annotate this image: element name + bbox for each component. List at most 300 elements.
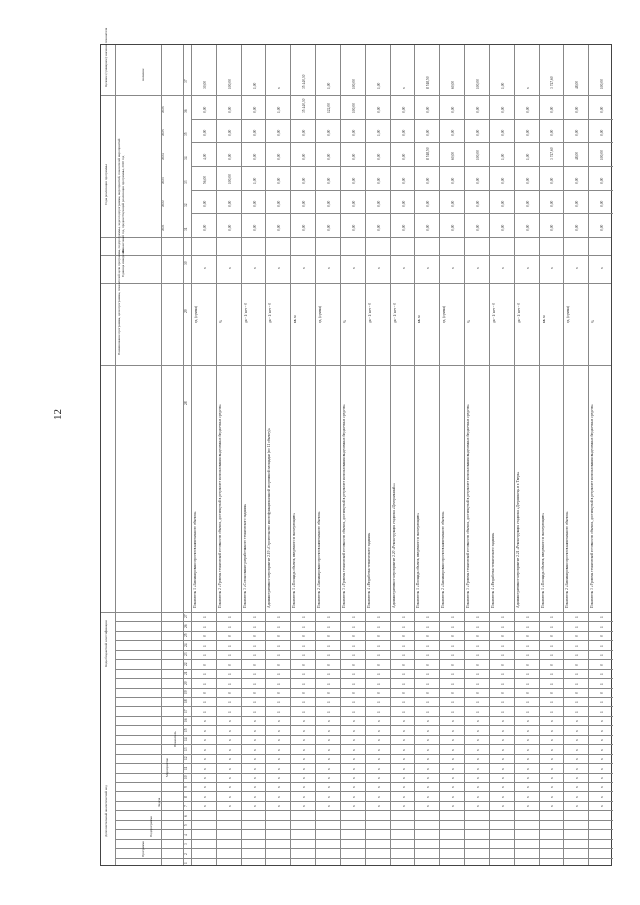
year-value: 0,00 (376, 106, 381, 113)
code-cell: х (351, 758, 356, 761)
code-cell: 1 (327, 701, 332, 704)
column-number: 4 (184, 833, 188, 836)
year-value: 0,00 (600, 106, 605, 113)
code-cell: х (401, 767, 406, 770)
code-cell: х (227, 729, 232, 732)
code-cell: 1 (575, 701, 580, 704)
header-task: Задача (157, 797, 161, 807)
code-cell: 1 (475, 644, 480, 647)
code-cell: 1 (351, 654, 356, 657)
code-cell: х (575, 786, 580, 789)
code-cell: х (376, 786, 381, 789)
code-cell: х (600, 758, 605, 761)
code-cell: х (475, 796, 480, 798)
year-value: 0,00 (351, 201, 356, 208)
year-value: 0,00 (202, 130, 207, 137)
year-value: 0,00 (202, 224, 207, 231)
code-cell: х (475, 739, 480, 742)
year-value: 0,00 (500, 224, 505, 231)
code-cell: 1 (202, 616, 207, 619)
code-cell: 0 (227, 663, 232, 666)
code-cell: 1 (376, 701, 381, 704)
grid-line (489, 45, 490, 865)
code-cell: х (277, 796, 282, 798)
row-final: х (525, 87, 530, 89)
row-fin: х (575, 267, 580, 269)
code-cell: х (252, 786, 257, 789)
row-unit: % (218, 320, 223, 323)
column-number: 16 (184, 718, 188, 723)
code-cell: х (525, 805, 530, 808)
code-cell: х (575, 748, 580, 751)
code-cell: х (277, 767, 282, 770)
code-cell: х (376, 720, 381, 723)
code-cell: 0 (500, 663, 505, 666)
code-cell: х (302, 720, 307, 723)
code-cell: х (252, 739, 257, 742)
code-cell: 1 (327, 654, 332, 657)
code-cell: 1 (376, 616, 381, 619)
grid-line (101, 283, 611, 284)
code-cell: х (376, 777, 381, 779)
code-cell: 1 (202, 654, 207, 657)
code-cell: 0 (376, 663, 381, 666)
code-cell: х (202, 729, 207, 732)
year-value: 0,00 (575, 130, 580, 137)
page-number: 12 (52, 409, 64, 420)
code-cell: х (525, 729, 530, 732)
year-value: 0,00 (252, 201, 257, 208)
year-value: 0,00 (227, 130, 232, 137)
year-value: 0,00 (327, 153, 332, 160)
code-cell: 1 (401, 626, 406, 628)
grid-line (365, 45, 366, 865)
code-cell: 1 (351, 673, 356, 676)
column-number: 33 (184, 180, 188, 184)
year-value: 0,00 (451, 224, 456, 231)
header-unit: Единица измерения (121, 249, 125, 277)
code-cell: 1 (401, 654, 406, 657)
column-number: 2 (184, 852, 188, 855)
code-cell: х (401, 729, 406, 732)
code-cell: х (327, 739, 332, 742)
code-cell: 0 (376, 692, 381, 694)
code-cell: 0 (500, 635, 505, 638)
column-number: 15 (184, 728, 188, 732)
row-unit: кв. м (417, 315, 422, 323)
code-cell: х (426, 767, 431, 770)
row-unit: да - 1/ нет - 0 (243, 303, 248, 323)
row-name: Административное мероприятие 2.20 «Реконструкция стадиона «Центральный»» (391, 483, 396, 608)
code-cell: 1 (351, 711, 356, 713)
year-value: 48,00 (575, 151, 580, 160)
year-label: 2025 (161, 129, 165, 137)
code-cell: 1 (500, 711, 505, 713)
code-cell: х (600, 777, 605, 779)
code-cell: х (302, 805, 307, 808)
row-final: 1,00 (500, 82, 505, 89)
code-cell: 1 (500, 626, 505, 628)
code-cell: 1 (202, 682, 207, 685)
header-activity: Мероприятие (165, 757, 169, 777)
code-cell: х (376, 758, 381, 761)
code-cell: х (525, 777, 530, 779)
code-cell: 0 (202, 692, 207, 694)
row-unit: % (591, 320, 596, 323)
year-label: 2023 (161, 177, 165, 184)
code-cell: 1 (426, 654, 431, 657)
code-cell: 1 (426, 644, 431, 647)
code-cell: 1 (227, 654, 232, 657)
year-value: 4,00 (202, 153, 207, 160)
year-value: 0,00 (302, 130, 307, 137)
code-cell: 1 (475, 654, 480, 657)
code-cell: х (277, 729, 282, 732)
code-cell: х (451, 758, 456, 761)
code-cell: х (451, 796, 456, 798)
year-value: 0,00 (252, 153, 257, 160)
year-value: 8 518,50 (426, 147, 431, 160)
code-cell: х (277, 805, 282, 808)
code-cell: 1 (451, 644, 456, 647)
code-cell: 1 (277, 654, 282, 657)
code-cell: х (525, 748, 530, 751)
code-cell: 0 (451, 635, 456, 638)
column-number: 20 (184, 680, 188, 685)
code-cell: х (302, 767, 307, 770)
code-cell: х (252, 720, 257, 723)
code-cell: х (302, 729, 307, 732)
year-label: 2026 (161, 106, 165, 113)
code-cell: х (401, 720, 406, 723)
code-cell: 0 (575, 663, 580, 666)
code-cell: х (277, 720, 282, 723)
code-cell: 1 (376, 654, 381, 657)
year-label: 2024 (161, 153, 165, 160)
code-cell: х (550, 748, 555, 751)
code-cell: 0 (401, 635, 406, 638)
grid-line (439, 45, 440, 865)
row-fin: х (252, 267, 257, 269)
row-name: Показатель 4 «Разработка технического задания» (366, 532, 371, 608)
code-cell: 1 (302, 644, 307, 647)
code-cell: 1 (202, 626, 207, 628)
code-cell: х (550, 739, 555, 742)
row-final: 60,00 (451, 80, 456, 89)
grid-line (315, 45, 316, 865)
program-table (100, 27, 612, 866)
year-value: 0,00 (525, 201, 530, 208)
code-cell: 0 (277, 635, 282, 638)
row-name: Показатель 2 «Уровень технической готовности объекта, достигнутый в результате использования выделенных бюджетных средств» (217, 404, 222, 608)
header-name: Наименование программы, цели программы, показателей цели программы, подпрограммы, задач подпрограммы, мероприятий, показателей мероприятий (117, 138, 121, 355)
code-cell: 1 (376, 644, 381, 647)
code-cell: 1 (252, 711, 257, 713)
year-value: 0,00 (401, 177, 406, 184)
code-cell: х (426, 758, 431, 761)
code-cell: 1 (277, 673, 282, 676)
code-cell: х (550, 729, 555, 732)
year-value: 0,00 (327, 177, 332, 184)
row-name: Показатель 3 «Уровень технической готовности объекта, достигнутый в результате использования выделенных бюджетных средств» (590, 404, 595, 608)
code-cell: х (475, 805, 480, 808)
code-cell: 0 (426, 692, 431, 694)
row-final: 35 440,30 (302, 74, 307, 89)
code-cell: х (252, 729, 257, 732)
row-unit: кв. м (293, 315, 298, 323)
code-cell: 1 (575, 654, 580, 657)
code-cell: х (202, 786, 207, 789)
year-value: 0,00 (500, 201, 505, 208)
code-cell: 1 (327, 682, 332, 685)
code-cell: 0 (401, 663, 406, 666)
row-final: 100,00 (600, 79, 605, 89)
code-cell: 1 (302, 654, 307, 657)
column-number: 12 (184, 756, 188, 761)
code-cell: х (376, 739, 381, 742)
code-cell: х (227, 767, 232, 770)
row-name: Показатель 2 «Запланировано проектов капитального объекта» (565, 511, 570, 608)
code-cell: 1 (600, 616, 605, 619)
row-fin: х (327, 267, 332, 269)
code-cell: 0 (600, 635, 605, 638)
row-name: Показатель 3 «Уровень технической готовности объекта, достигнутый в результате использования выделенных бюджетных средств» (341, 404, 346, 608)
year-value: 0,00 (600, 224, 605, 231)
code-cell: х (500, 777, 505, 779)
code-cell: х (327, 777, 332, 779)
header-final: Целевое (суммарное) значение показателя (104, 27, 108, 87)
code-cell: 1 (550, 644, 555, 647)
year-value: 1,00 (500, 153, 505, 160)
row-name: Административное мероприятие 2.19 «Строительство многофункциональной спортивной площадки (по 11 объекту)» (267, 427, 272, 608)
code-cell: 1 (277, 701, 282, 704)
column-number: 31 (184, 227, 188, 231)
year-value: 0,00 (376, 201, 381, 208)
code-cell: х (376, 729, 381, 732)
code-cell: х (525, 796, 530, 798)
code-cell: 0 (500, 692, 505, 694)
code-cell: х (575, 796, 580, 798)
row-name: Показатель 3 «Уровень технической готовности объекта, достигнутый в результате использования выделенных бюджетных средств» (466, 404, 471, 608)
code-cell: х (327, 729, 332, 732)
code-cell: х (550, 720, 555, 723)
code-cell: х (600, 739, 605, 742)
code-cell: х (327, 748, 332, 751)
code-cell: 1 (351, 616, 356, 619)
code-cell: х (550, 805, 555, 808)
row-name: Показатель 4 «Разработка технического задания» (490, 532, 495, 608)
code-cell: 1 (376, 626, 381, 628)
year-value: 1,00 (525, 153, 530, 160)
year-value: 0,00 (500, 177, 505, 184)
code-cell: 1 (227, 626, 232, 628)
year-value: 0,00 (475, 106, 480, 113)
code-cell: 0 (252, 692, 257, 694)
code-cell: 1 (351, 644, 356, 647)
grid-line (216, 45, 217, 865)
row-final: х (401, 87, 406, 89)
code-cell: 0 (575, 692, 580, 694)
header-years: Годы реализации программы (104, 164, 108, 205)
code-cell: х (202, 805, 207, 808)
code-cell: х (600, 805, 605, 808)
code-cell: х (426, 720, 431, 723)
row-unit: да - 1/ нет - 0 (268, 303, 273, 323)
row-unit: % (467, 320, 472, 323)
code-cell: х (376, 767, 381, 770)
code-cell: 0 (227, 635, 232, 638)
code-cell: 1 (575, 673, 580, 676)
year-value: 0,00 (302, 224, 307, 231)
code-cell: х (227, 739, 232, 742)
code-cell: 0 (327, 635, 332, 638)
row-unit: кв. м (541, 315, 546, 323)
code-cell: 1 (252, 626, 257, 628)
code-cell: 1 (426, 711, 431, 713)
year-label: 2022 (161, 200, 165, 208)
code-cell: 1 (277, 682, 282, 685)
column-number: 22 (184, 662, 188, 666)
code-cell: 1 (500, 682, 505, 685)
code-cell: х (351, 767, 356, 770)
code-cell: 1 (401, 644, 406, 647)
code-cell: х (327, 758, 332, 761)
code-cell: х (351, 720, 356, 723)
grid-line (390, 45, 391, 865)
code-cell: х (401, 748, 406, 751)
code-cell: 1 (426, 626, 431, 628)
year-value: 0,00 (327, 130, 332, 137)
grid-line (191, 119, 613, 120)
row-final: 1,00 (252, 82, 257, 89)
year-value: 0,00 (327, 201, 332, 208)
code-cell: х (575, 777, 580, 779)
grid-line (101, 237, 611, 238)
code-cell: 1 (277, 644, 282, 647)
code-cell: х (600, 720, 605, 723)
column-number: 3 (184, 843, 188, 846)
code-cell: х (351, 739, 356, 742)
code-cell: 1 (525, 682, 530, 685)
row-unit: ед. (сумма) (442, 306, 447, 323)
year-value: 100,00 (475, 150, 480, 160)
code-cell: 1 (525, 711, 530, 713)
code-cell: х (302, 786, 307, 789)
code-cell: х (575, 739, 580, 742)
code-cell: 1 (227, 682, 232, 685)
row-fin: х (426, 267, 431, 269)
code-cell: 1 (451, 626, 456, 628)
year-value: 0,00 (426, 177, 431, 184)
header-indicator: Показатель (173, 731, 177, 747)
grid-line (183, 45, 184, 865)
year-value: 0,00 (525, 224, 530, 231)
column-number: 7 (184, 805, 188, 808)
year-value: 0,00 (227, 201, 232, 208)
code-cell: 1 (227, 673, 232, 676)
code-cell: х (575, 767, 580, 770)
year-value: 0,00 (451, 201, 456, 208)
year-value: 0,00 (500, 106, 505, 113)
row-unit: да - 1/ нет - 0 (367, 303, 372, 323)
column-number: 17 (184, 709, 188, 713)
code-cell: 1 (475, 626, 480, 628)
code-cell: 1 (376, 711, 381, 713)
code-cell: 0 (227, 692, 232, 694)
row-final: 8 518,50 (426, 76, 431, 89)
year-value: 0,00 (227, 153, 232, 160)
row-final: 48,00 (575, 80, 580, 89)
code-cell: х (202, 720, 207, 723)
code-cell: 1 (252, 682, 257, 685)
code-cell: х (451, 786, 456, 789)
row-fin: х (227, 267, 232, 269)
code-cell: 1 (302, 682, 307, 685)
year-value: 0,00 (525, 177, 530, 184)
code-cell: 0 (376, 635, 381, 638)
column-number: 6 (184, 814, 188, 817)
code-cell: х (525, 758, 530, 761)
code-cell: 1 (475, 682, 480, 685)
code-cell: 1 (401, 701, 406, 704)
code-cell: х (252, 796, 257, 798)
code-cell: 1 (351, 701, 356, 704)
year-value: 0,00 (302, 201, 307, 208)
year-value: 0,00 (202, 106, 207, 113)
year-value: 0,00 (500, 130, 505, 137)
code-cell: 1 (475, 711, 480, 713)
code-cell: х (401, 796, 406, 798)
code-cell: 1 (302, 701, 307, 704)
code-cell: 1 (451, 654, 456, 657)
code-cell: х (252, 805, 257, 808)
code-cell: 1 (575, 644, 580, 647)
row-final: 100,00 (227, 79, 232, 89)
row-fin: х (500, 267, 505, 269)
year-value: 0,00 (277, 130, 282, 137)
code-cell: 1 (525, 644, 530, 647)
code-cell: х (500, 786, 505, 789)
code-cell: х (475, 758, 480, 761)
year-value: 0,00 (401, 153, 406, 160)
code-cell: 1 (202, 644, 207, 647)
code-cell: 1 (600, 682, 605, 685)
code-cell: х (451, 767, 456, 770)
grid-line (115, 45, 116, 865)
year-value: 0,00 (302, 177, 307, 184)
code-cell: х (202, 777, 207, 779)
grid-line (191, 45, 192, 865)
year-value: 0,00 (376, 224, 381, 231)
year-value: 1,00 (252, 177, 257, 184)
code-cell: х (401, 805, 406, 808)
code-cell: х (227, 777, 232, 779)
year-value: 0,00 (252, 224, 257, 231)
code-cell: х (376, 805, 381, 808)
year-value: 0,00 (351, 224, 356, 231)
code-cell: 0 (252, 663, 257, 666)
column-number: 8 (184, 796, 188, 798)
column-number: 11 (184, 766, 188, 770)
code-cell: х (327, 805, 332, 808)
row-unit: да - 1/ нет - 0 (516, 303, 521, 323)
code-cell: х (351, 748, 356, 751)
code-cell: 1 (401, 682, 406, 685)
code-cell: 1 (227, 701, 232, 704)
code-cell: х (600, 796, 605, 798)
code-cell: х (500, 796, 505, 798)
year-value: 0,00 (277, 177, 282, 184)
